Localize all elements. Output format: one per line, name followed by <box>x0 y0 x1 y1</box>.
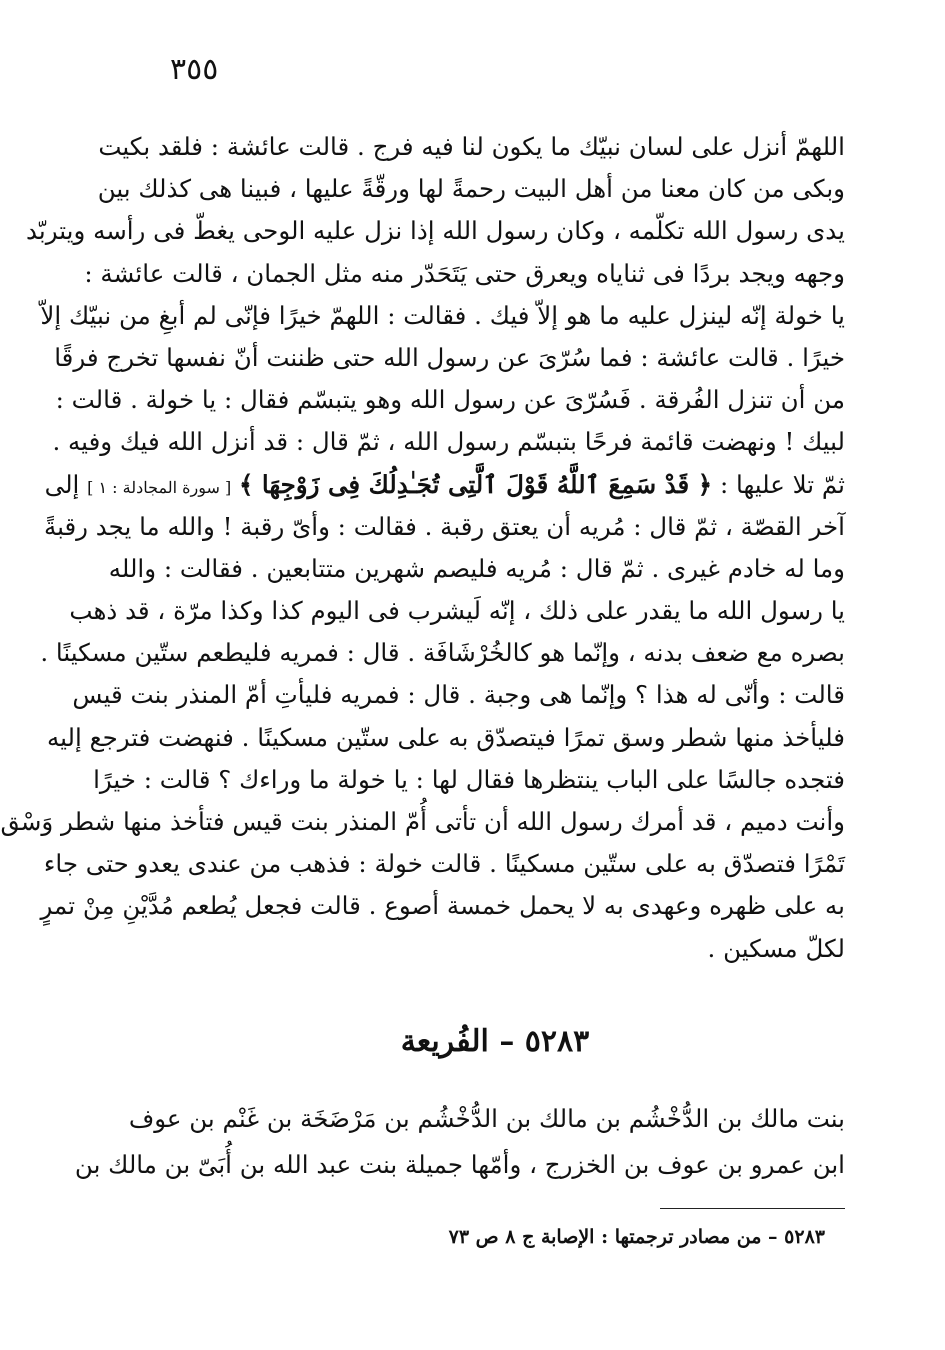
main-text <box>0 126 845 970</box>
text-line: بصره مع ضعف بدنه ، وإنّما هو كالخُرْشَافَة . قال : فمريه فليطعم ستّين مسكينًا . <box>40 638 845 668</box>
quran-verse: ﴿ قَدْ سَمِعَ ٱللَّهُ قَوْلَ ٱلَّتِى تُجَـٰدِلُكَ فِى زَوْجِهَا ﴾ <box>239 469 713 499</box>
text-line: اللهمّ أنزل على لسان نبيّك ما يكون لنا فيه فرج . قالت عائشة : فلقد بكيت <box>98 132 845 161</box>
text-line: فليأخذ منها شطر وسق تمرًا فيتصدّق به على ستّين مسكينًا . فنهضت فترجع إليه <box>47 722 845 752</box>
text-line: تَمْرًا فتصدّق به على ستّين مسكينًا . قالت خولة : فذهب من عندى يعدو حتى جاء <box>43 849 845 879</box>
quran-after: إلى <box>44 469 80 499</box>
text-line: يدى رسول الله تكلّمه ، وكان رسول الله إذا نزل عليه الوحى يغطّ فى رأسه ويتربّد <box>26 216 845 246</box>
text-line: قالت : وأنّى له هذا ؟ وإنّما هى وجبة . قال : فمريه فليأتِ أمّ المنذر بنت قيس <box>72 680 845 710</box>
quran-reference: [ سورة المجادلة : ١ ] <box>87 477 232 497</box>
text-line: وبكى من كان معنا من أهل البيت رحمةً لها ورقّةً عليها ، فبينا هى كذلك بين <box>97 174 845 204</box>
text-line: وجهه ويجد بردًا فى ثناياه ويعرق حتى يَتَحَدّر منه مثل الجمان ، قالت عائشة : <box>84 258 845 288</box>
text-line: ابن عمرو بن عوف بن الخزرج ، وأمّها جميلة بنت عبد الله بن أُبَىّ بن مالك بن <box>74 1150 845 1179</box>
text-line: لكلّ مسكين . <box>707 933 845 963</box>
text-line: آخر القصّة ، ثمّ قال : مُريه أن يعتق رقبة . فقالت : وأىّ رقبة ! والله ما يجد رقبةً <box>43 511 845 541</box>
quran-line <box>44 464 845 506</box>
text-line: بنت مالك بن الدُّخْشُم بن مالك بن الدُّخْشُم بن مَرْضَخَة بن غَنْم بن عوف <box>128 1104 845 1133</box>
footnote-divider <box>660 1208 845 1209</box>
quran-intro: ثمّ تلا عليها : <box>719 469 845 499</box>
text-line: وأنت دميم ، قد أمرك رسول الله أن تأتى أُمّ المنذر بنت قيس فتأخذ منها شطر وَسْق <box>0 807 845 836</box>
text-line: لبيك ! ونهضت قائمة فرحًا بتبسّم رسول الله ، ثمّ قال : قد أنزل الله فيك وفيه . <box>52 427 845 457</box>
text-line: به على ظهره وعهدى به لا يحمل خمسة أصوع . قالت فجعل يُطعم مُدَّيْنِ مِنْ تمرٍ <box>40 891 845 921</box>
footnote: ٥٢٨٣ – من مصادر ترجمتها : الإصابة ج ٨ ص ٧٣ <box>448 1226 825 1248</box>
text-line: يا خولة إنّه لينزل عليه ما هو إلاّ فيك . فقالت : اللهمّ خيرًا فإنّى لم أبغِ من نبيّك إلاّ <box>40 300 845 330</box>
text-line: يا رسول الله ما يقدر على ذلك ، إنّه لَيشرب فى اليوم كذا وكذا مرّة ، قد ذهب <box>69 596 845 626</box>
text-line: وما له خادم غيرى . ثمّ قال : مُريه فليصم شهرين متتابعين . فقالت : والله <box>108 553 845 583</box>
text-line: من أن تنزل الفُرقة . فَسُرّىَ عن رسول الله وهو يتبسّم فقال : يا خولة . قالت : <box>55 385 845 415</box>
entry-heading: ٥٢٨٣ – الفُريعة <box>400 1024 590 1059</box>
page-number: ٣٥٥ <box>170 52 219 87</box>
text-line: خيرًا . قالت عائشة : فما سُرّىَ عن رسول الله حتى ظننت أنّ نفسها تخرج فرقًا <box>54 342 845 372</box>
entry-text <box>74 1096 845 1188</box>
text-line: فتجده جالسًا على الباب ينتظرها فقال لها : يا خولة ما وراءك ؟ قالت : خيرًا <box>93 764 845 794</box>
